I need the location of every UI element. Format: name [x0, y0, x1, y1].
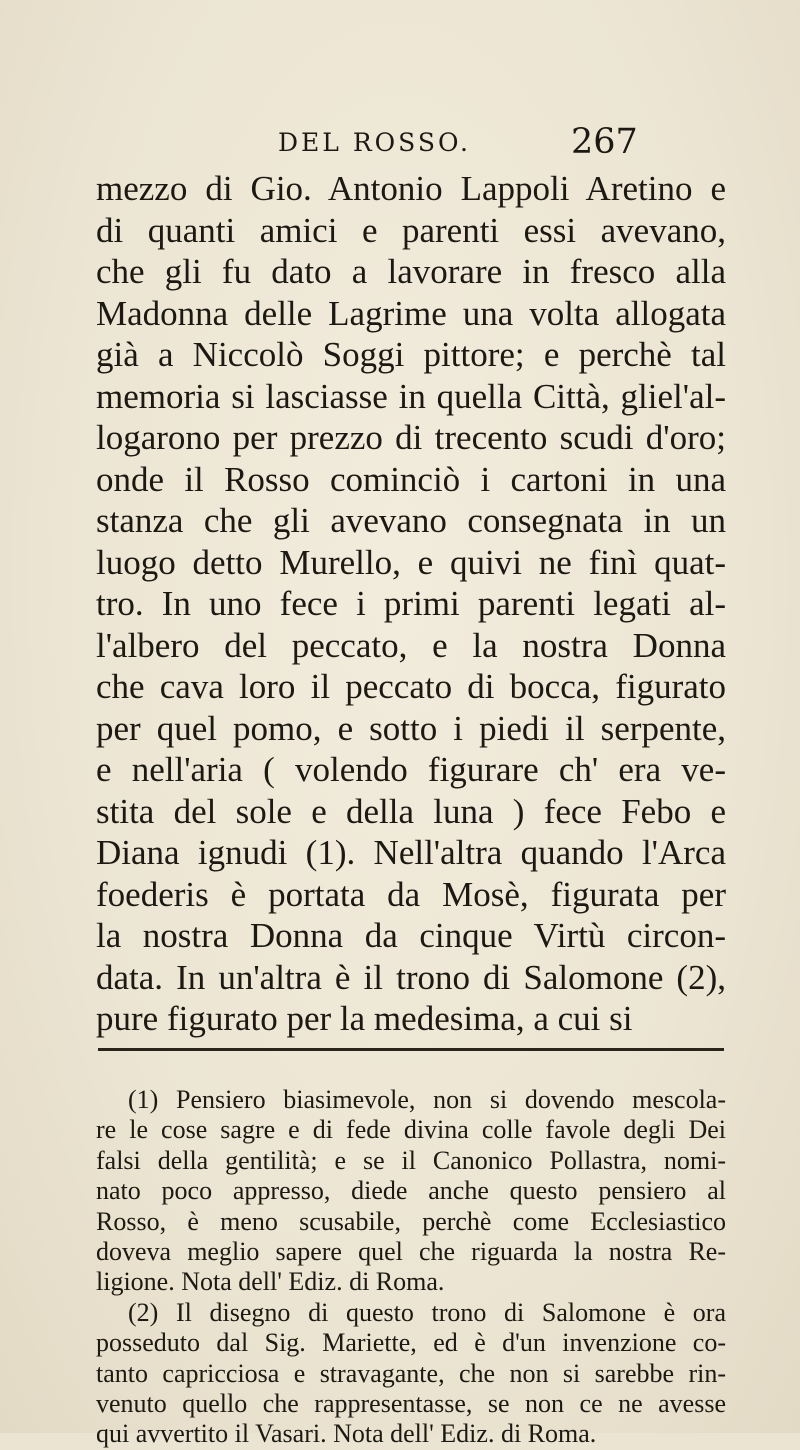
text-line: stita del sole e della luna ) fece Febo e — [96, 791, 726, 831]
text-line: luogo detto Murello, e quivi ne finì quat- — [96, 542, 726, 582]
footnote-line: Rosso, è meno scusabile, perchè come Ecclesiastico — [96, 1206, 726, 1236]
text-line: pure figurato per la medesima, a cui si — [96, 999, 633, 1038]
page-number: 267 — [571, 122, 638, 162]
footnote-line: falsi della gentilità; e se il Canonico Pollastra, nomi- — [96, 1145, 726, 1175]
text-line: e nell'aria ( volendo figurare ch' era ve- — [96, 750, 726, 789]
main-text — [96, 168, 726, 1040]
text-line: data. In un'altra è il trono di Salomone (2), — [96, 957, 726, 997]
footnote-line: tanto capricciosa e stravagante, che non si sarebbe rin- — [96, 1358, 726, 1388]
text-line: Diana ignudi (1). Nell'altra quando l'Arca — [96, 833, 726, 872]
text-line: memoria si lasciasse in quella Città, gliel'al- — [96, 376, 726, 416]
footnote-line: (2) Il disegno di questo trono di Salomone è ora — [128, 1297, 726, 1327]
footnote-divider — [98, 1048, 724, 1051]
footnote-line: qui avvertito il Vasari. Nota dell' Ediz. di Roma. — [96, 1419, 597, 1449]
text-line: mezzo di Gio. Antonio Lappoli Aretino e — [96, 169, 726, 208]
footnote-line: (1) Pensiero biasimevole, non si dovendo mescola- — [128, 1085, 726, 1114]
footnote-line: venuto quello che rappresentasse, se non ce ne avesse — [96, 1388, 726, 1418]
text-line: di quanti amici e parenti essi avevano, — [96, 210, 726, 250]
text-line: che cava loro il peccato di bocca, figurato — [96, 667, 726, 706]
running-head: DEL ROSSO. — [278, 128, 471, 157]
text-line: Madonna delle Lagrime una volta allogata — [96, 293, 726, 333]
footnotes — [96, 1085, 726, 1450]
text-line: tro. In uno fece i primi parenti legati al- — [96, 584, 726, 623]
text-line: stanza che gli avevano consegnata in un — [96, 501, 726, 540]
footnote-line: ligione. Nota dell' Ediz. di Roma. — [96, 1267, 445, 1297]
text-line: la nostra Donna da cinque Virtù circon- — [96, 916, 726, 955]
text-line: per quel pomo, e sotto i piedi il serpente, — [96, 708, 726, 748]
text-line: già a Niccolò Soggi pittore; e perchè tal — [96, 335, 726, 374]
footnote-line: doveva meglio sapere quel che riguarda la nostra Re- — [96, 1236, 726, 1266]
text-line: logarono per prezzo di trecento scudi d'oro; — [96, 418, 726, 457]
text-line: foederis è portata da Mosè, figurata per — [96, 874, 726, 914]
text-line: che gli fu dato a lavorare in fresco alla — [96, 252, 726, 291]
footnote-line: re le cose sagre e di fede divina colle favole degli Dei — [96, 1115, 726, 1145]
text-line: l'albero del peccato, e la nostra Donna — [96, 625, 726, 665]
footnote-line: posseduto dal Sig. Mariette, ed è d'un invenzione co- — [96, 1328, 726, 1358]
footnote-line: nato poco appresso, diede anche questo pensiero al — [96, 1176, 726, 1206]
text-line: onde il Rosso cominciò i cartoni in una — [96, 459, 726, 499]
page-header — [0, 122, 800, 168]
